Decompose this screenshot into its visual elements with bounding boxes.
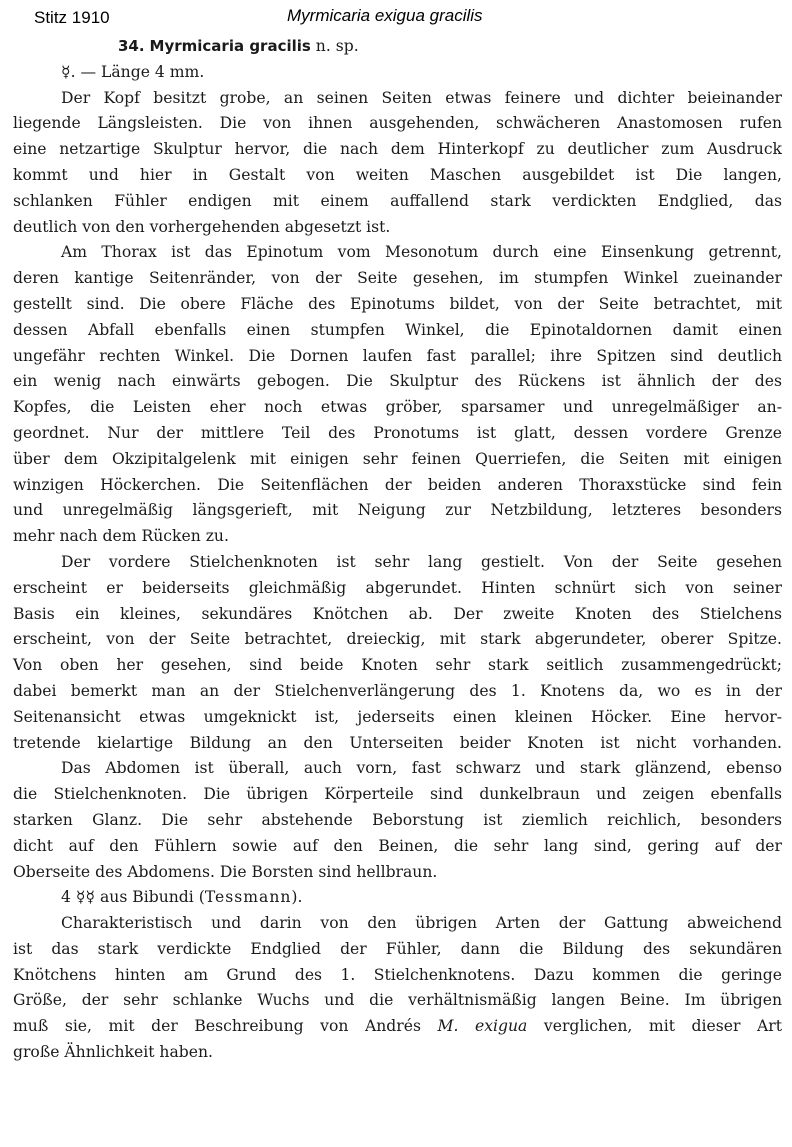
text-line: schlanken Fühler endigen mit einem auffallend stark verdickten Endglied, das <box>13 191 782 210</box>
collector-name: Tessmann <box>204 888 292 907</box>
text-line: große Ähnlichkeit haben. <box>13 1043 213 1062</box>
text-line: ungefähr rechten Winkel. Die Dornen laufen fast parallel; ihre Spitzen sind deutlich <box>13 346 782 365</box>
text-line: Am Thorax ist das Epinotum vom Mesonotum durch eine Einsenkung getrennt, <box>61 243 782 262</box>
text-line: dicht auf den Fühlern sowie auf den Beinen, die sehr lang sind, gering auf der <box>13 836 782 855</box>
species-status: n. sp. <box>315 37 359 55</box>
paragraph-petiole <box>13 550 782 756</box>
text-line: Knötchens hinten am Grund des 1. Stielchenknotens. Dazu kommen die geringe <box>13 965 782 984</box>
document-body <box>13 34 782 1066</box>
text-line: Oberseite des Abdomens. Die Borsten sind hellbraun. <box>13 862 438 881</box>
locality-prefix: 4 ☿☿ aus Bibundi ( <box>61 888 205 907</box>
text-line: starken Glanz. Die sehr abstehende Beborstung ist ziemlich reichlich, besonders <box>13 810 782 829</box>
paragraph-abdomen <box>13 756 782 885</box>
text-line: Charakteristisch und darin von den übrigen Arten der Gattung abweichend <box>61 914 782 933</box>
text-line: Das Abdomen ist überall, auch vorn, fast schwarz und stark glänzend, ebenso <box>61 759 782 778</box>
species-name: Myrmicaria gracilis <box>149 37 311 55</box>
text-line: die Stielchenknoten. Die übrigen Körperteile sind dunkelbraun und zeigen ebenfalls <box>13 785 782 804</box>
locality-suffix: ). <box>291 888 303 907</box>
author-year-label: Stitz 1910 <box>34 8 110 27</box>
taxon-heading: Myrmicaria exigua gracilis <box>287 6 483 25</box>
text-line: erscheint er beiderseits gleichmäßig abgerundet. Hinten schnürt sich von seiner <box>13 578 782 597</box>
paragraph-thorax <box>13 240 782 550</box>
locality-line <box>13 885 782 911</box>
comparison-after: verglichen, mit dieser Art <box>527 1017 782 1036</box>
text-line: über dem Okzipitalgelenk mit einigen sehr feinen Querriefen, die Seiten mit einigen <box>13 449 782 468</box>
comparison-before: muß sie, mit der Beschreibung von Andrés <box>13 1017 438 1036</box>
text-line: und unregelmäßig längsgerieft, mit Neigung zur Netzbildung, letzteres besonders <box>13 501 782 520</box>
text-line: Basis ein kleines, sekundäres Knötchen ab. Der zweite Knoten des Stielchens <box>13 604 782 623</box>
text-line: Kopfes, die Leisten eher noch etwas gröber, sparsamer und unregelmäßiger an- <box>13 398 782 417</box>
text-line: eine netzartige Skulptur hervor, die nach dem Hinterkopf zu deutlicher zum Ausdruck <box>13 140 782 159</box>
text-line: mehr nach dem Rücken zu. <box>13 527 229 546</box>
text-line: erscheint, von der Seite betrachtet, dreieckig, mit stark abgerundeter, oberer Spitze. <box>13 630 782 649</box>
species-title <box>13 34 782 60</box>
text-line: Von oben her gesehen, sind beide Knoten sehr stark seitlich zusammengedrückt; <box>13 656 782 675</box>
comparison-species: M. exigua <box>437 1017 528 1036</box>
text-line: liegende Längsleisten. Die von ihnen ausgehenden, schwächeren Anastomosen rufen <box>13 114 782 133</box>
text-line: ist das stark verdickte Endglied der Fühler, dann die Bildung des sekundären <box>13 939 782 958</box>
species-number: 34. <box>118 37 145 55</box>
text-line: dessen Abfall ebenfalls einen stumpfen Winkel, die Epinotaldornen damit einen <box>13 320 782 339</box>
paragraph-head <box>13 86 782 241</box>
text-line: winzigen Höckerchen. Die Seitenflächen der beiden anderen Thoraxstücke sind fein <box>13 475 782 494</box>
text-line: kommt und hier in Gestalt von weiten Maschen ausgebildet ist Die langen, <box>13 165 782 184</box>
text-line: deutlich von den vorhergehenden abgesetzt ist. <box>13 217 391 236</box>
text-line: deren kantige Seitenränder, von der Seite gesehen, im stumpfen Winkel zueinander <box>13 269 782 288</box>
text-line: dabei bemerkt man an der Stielchenverlängerung des 1. Knotens da, wo es in der <box>13 681 782 700</box>
text-line <box>13 1014 782 1040</box>
text-line: Der Kopf besitzt grobe, an seinen Seiten etwas feinere und dichter beieinander <box>61 88 782 107</box>
text-line: tretende kielartige Bildung an den Unterseiten beider Knoten ist nicht vorhanden. <box>13 733 782 752</box>
caste-length-line: ☿. — Länge 4 mm. <box>61 62 205 81</box>
text-line: Der vordere Stielchenknoten ist sehr lang gestielt. Von der Seite gesehen <box>61 552 782 571</box>
text-line: gestellt sind. Die obere Fläche des Epinotums bildet, von der Seite betrachtet, mit <box>13 294 782 313</box>
text-line: Größe, der sehr schlanke Wuchs und die verhältnismäßig langen Beine. Im übrigen <box>13 991 782 1010</box>
page-header <box>0 6 792 30</box>
text-line: Seitenansicht etwas umgeknickt ist, jederseits einen kleinen Höcker. Eine hervor- <box>13 707 782 726</box>
text-line: ein wenig nach einwärts gebogen. Die Skulptur des Rückens ist ähnlich der des <box>13 372 782 391</box>
text-line: geordnet. Nur der mittlere Teil des Pronotums ist glatt, dessen vordere Grenze <box>13 423 782 442</box>
paragraph-diagnosis <box>13 911 782 1066</box>
